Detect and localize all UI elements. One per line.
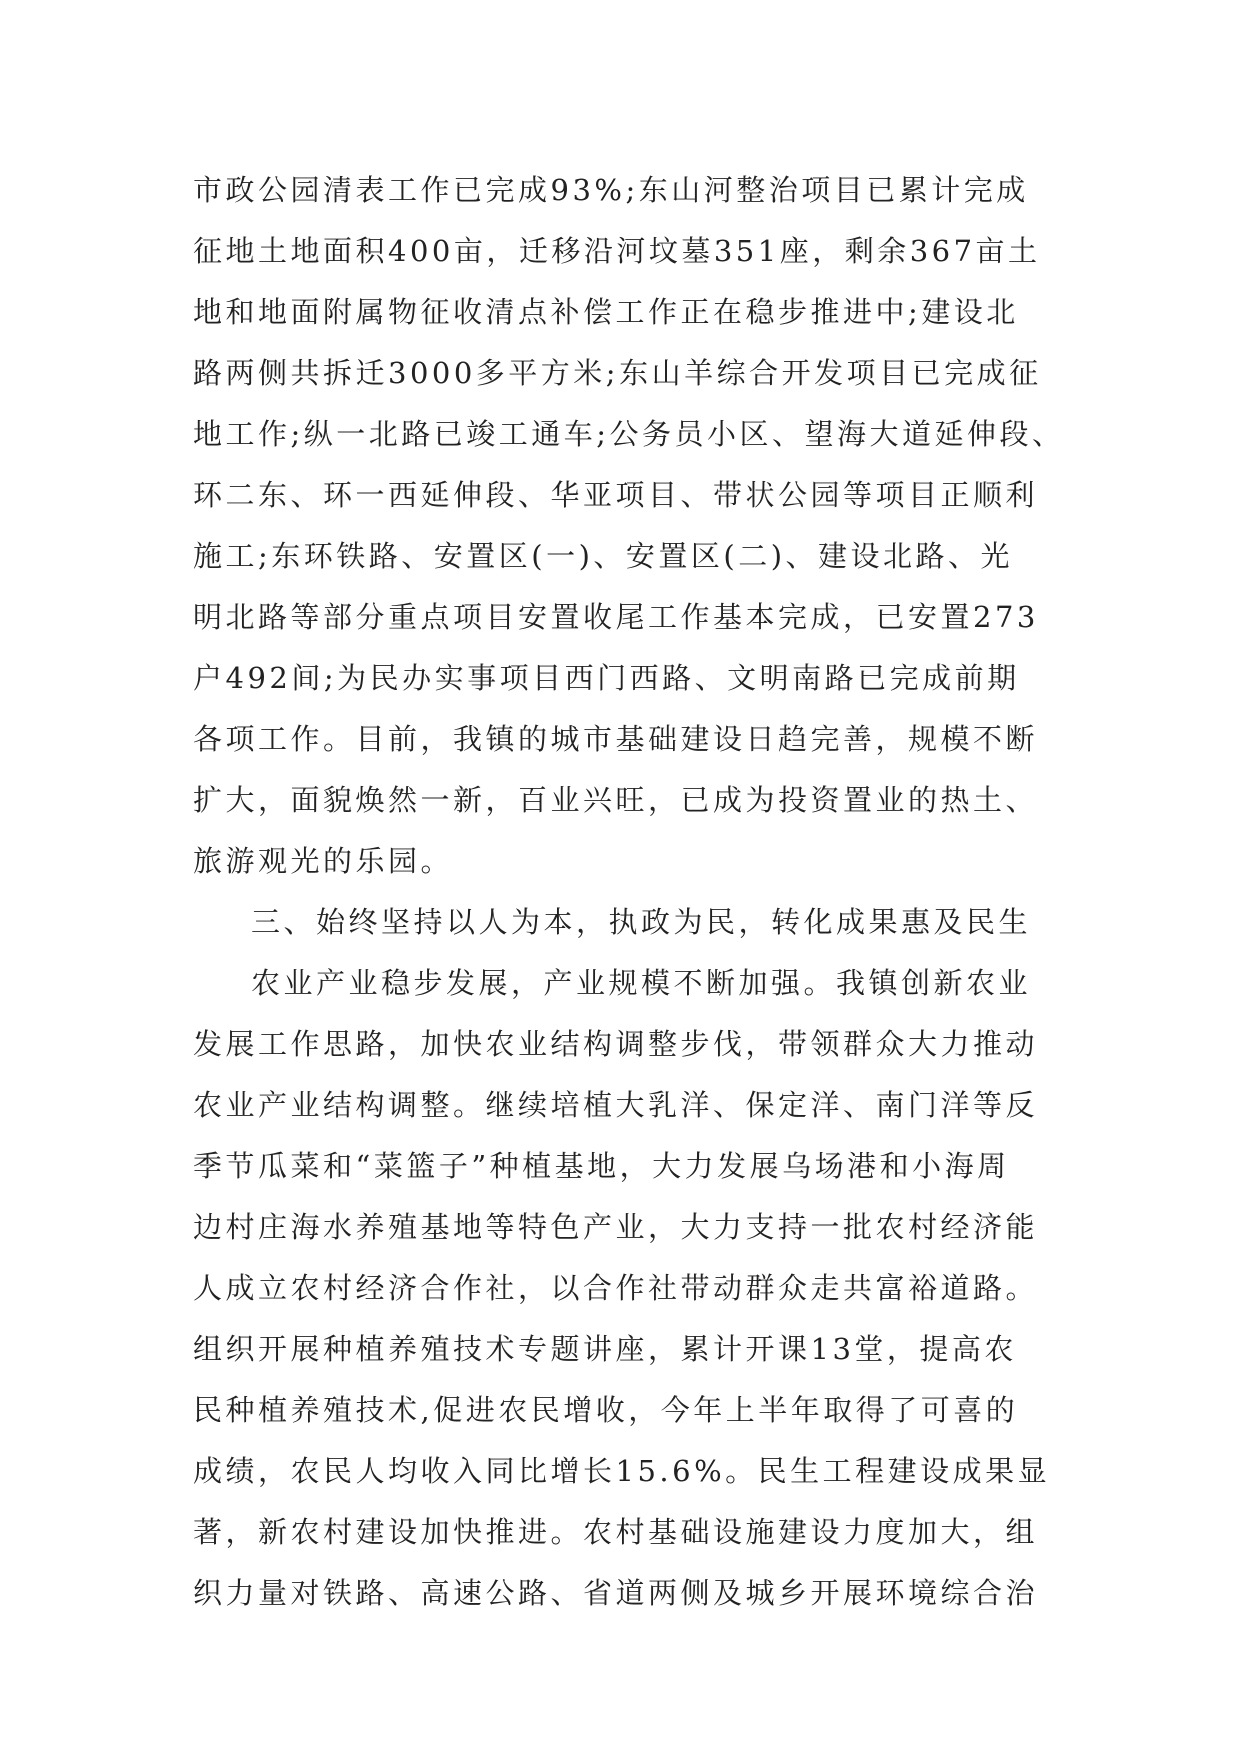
text-line: 人成立农村经济合作社，以合作社带动群众走共富裕道路。	[193, 1271, 1039, 1305]
text-line: 农业产业结构调整。继续培植大乳洋、保定洋、南门洋等反	[193, 1088, 1039, 1122]
text-line: 市政公园清表工作已完成93%;东山河整治项目已累计完成	[193, 173, 1029, 207]
text-line: 民种植养殖技术,促进农民增收，今年上半年取得了可喜的	[193, 1393, 1019, 1427]
text-line: 农业产业稳步发展，产业规模不断加强。我镇创新农业	[251, 966, 1032, 1000]
section-heading: 三、始终坚持以人为本，执政为民，转化成果惠及民生	[251, 905, 1032, 939]
text-line: 边村庄海水养殖基地等特色产业，大力支持一批农村经济能	[193, 1210, 1039, 1244]
text-line: 扩大，面貌焕然一新，百业兴旺，已成为投资置业的热土、	[193, 783, 1039, 817]
text-line: 地工作;纵一北路已竣工通车;公务员小区、望海大道延伸段、	[193, 417, 1065, 451]
text-line: 发展工作思路，加快农业结构调整步伐，带领群众大力推动	[193, 1027, 1039, 1061]
text-line: 征地土地面积400亩，迁移沿河坟墓351座，剩余367亩土	[193, 234, 1041, 268]
text-line: 施工;东环铁路、安置区(一)、安置区(二)、建设北路、光	[193, 539, 1014, 573]
text-line: 户492间;为民办实事项目西门西路、文明南路已完成前期	[193, 661, 1020, 695]
text-line: 旅游观光的乐园。	[193, 844, 454, 878]
body-text	[193, 160, 1065, 1624]
text-line: 季节瓜菜和“菜篮子”种植基地，大力发展乌场港和小海周	[193, 1149, 1010, 1183]
text-line: 各项工作。目前，我镇的城市基础建设日趋完善，规模不断	[193, 722, 1039, 756]
text-line: 明北路等部分重点项目安置收尾工作基本完成，已安置273	[193, 600, 1039, 634]
text-line: 成绩，农民人均收入同比增长15.6%。民生工程建设成果显	[193, 1454, 1051, 1488]
text-line: 环二东、环一西延伸段、华亚项目、带状公园等项目正顺利	[193, 478, 1039, 512]
text-line: 路两侧共拆迁3000多平方米;东山羊综合开发项目已完成征	[193, 356, 1042, 390]
text-line: 地和地面附属物征收清点补偿工作正在稳步推进中;建设北	[193, 295, 1019, 329]
text-line: 著，新农村建设加快推进。农村基础设施建设力度加大，组	[193, 1515, 1039, 1549]
text-line: 织力量对铁路、高速公路、省道两侧及城乡开展环境综合治	[193, 1576, 1039, 1610]
text-line: 组织开展种植养殖技术专题讲座，累计开课13堂，提高农	[193, 1332, 1017, 1366]
